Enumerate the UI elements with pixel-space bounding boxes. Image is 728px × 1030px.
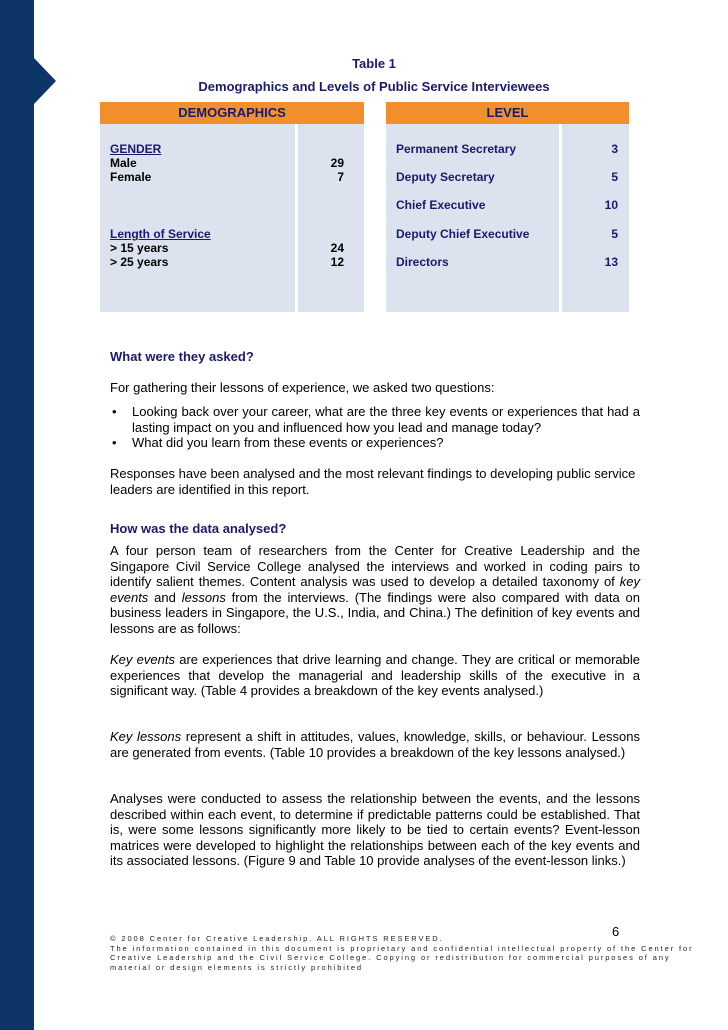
table-title: Table 1 xyxy=(352,56,396,71)
service-15-value: 24 xyxy=(330,241,344,255)
service-15-label: > 15 years xyxy=(110,241,169,255)
sidebar-band xyxy=(0,0,34,1030)
gender-female-value: 7 xyxy=(337,170,344,184)
gender-female-label: Female xyxy=(110,170,152,184)
footer-line: Creative Leadership and the Civil Service College. Copying or redistribution for commercial purposes of any xyxy=(110,953,671,962)
level-permanent-secretary-label: Permanent Secretary xyxy=(396,142,517,156)
level-panel xyxy=(386,102,629,312)
level-header: LEVEL xyxy=(386,102,629,124)
table-subtitle: Demographics and Levels of Public Service Interviewees xyxy=(198,79,550,94)
level-deputy-chief-executive-label: Deputy Chief Executive xyxy=(396,227,530,241)
question-item: • What did you learn from these events or experiences? xyxy=(110,435,640,451)
footer-line: © 2008 Center for Creative Leadership. ALL RIGHTS RESERVED. xyxy=(110,934,444,943)
section-heading-analysed: How was the data analysed? xyxy=(110,521,287,536)
question-item: • Looking back over your career, what are the three key events or experiences that had a lasting impact on you and influenced how you lead and manage today? xyxy=(110,404,640,435)
level-deputy-secretary-value: 5 xyxy=(611,170,618,184)
paragraph-key-events: Key events are experiences that drive learning and change. They are critical or memorable experiences that develop the managerial and leadership skills of the executive in a significant way. (Table 4 provides a breakdown of the key events analysed.) xyxy=(110,652,640,698)
sidebar-tab-arrow xyxy=(34,58,56,104)
paragraph-key-lessons: Key lessons represent a shift in attitudes, values, knowledge, skills, or behaviour. Lessons are generated from events. (Table 10 provides a breakdown of the key lessons analysed.) xyxy=(110,729,640,760)
paragraph-analyses: Analyses were conducted to assess the relationship between the events, and the lessons described within each event, to determine if predictable patterns could be established. That is, were some lessons significantly more likely to be tied to certain events? Event-lesson matrices were developed to highlight the relationships between each of the key events and its associated lessons. (Figure 9 and Table 10 provide analyses of the event-lesson links.) xyxy=(110,791,640,868)
level-permanent-secretary-value: 3 xyxy=(611,142,618,156)
footer-line: The information contained in this document is proprietary and confidential intellectual property of the Center for xyxy=(110,943,694,953)
gender-male-label: Male xyxy=(110,156,137,170)
copyright-footer xyxy=(110,934,694,972)
level-chief-executive-value: 10 xyxy=(604,198,618,212)
service-label: Length of Service xyxy=(110,227,211,241)
demographics-header: DEMOGRAPHICS xyxy=(100,102,364,124)
level-chief-executive-label: Chief Executive xyxy=(396,198,486,212)
column-divider xyxy=(559,124,562,312)
paragraph-method: A four person team of researchers from the Center for Creative Leadership and the Singapore Civil Service College analysed the interviews and worked in coding pairs to identify salient themes. Content analysis was used to develop a detailed taxonomy of key events and lessons from the interviews. (The findings were also compared with data on business leaders in Singapore, the U.S., India, and China.) The definition of key events and lessons are as follows: xyxy=(110,543,640,636)
service-25-label: > 25 years xyxy=(110,255,169,269)
section-asked-closing: Responses have been analysed and the most relevant findings to developing public service leaders are identified in this report. xyxy=(110,466,636,497)
section-asked-intro: For gathering their lessons of experience, we asked two questions: xyxy=(110,380,495,395)
section-heading-asked: What were they asked? xyxy=(110,349,254,364)
service-25-value: 12 xyxy=(330,255,344,269)
gender-label: GENDER xyxy=(110,142,162,156)
footer-line: material or design elements is strictly prohibited xyxy=(110,962,363,972)
level-directors-value: 13 xyxy=(604,255,618,269)
gender-male-value: 29 xyxy=(330,156,344,170)
level-directors-label: Directors xyxy=(396,255,449,269)
page-number: 6 xyxy=(612,924,620,939)
column-divider xyxy=(295,124,298,312)
question-list xyxy=(110,404,640,451)
level-deputy-chief-executive-value: 5 xyxy=(611,227,618,241)
level-deputy-secretary-label: Deputy Secretary xyxy=(396,170,495,184)
demographics-panel xyxy=(100,102,364,312)
